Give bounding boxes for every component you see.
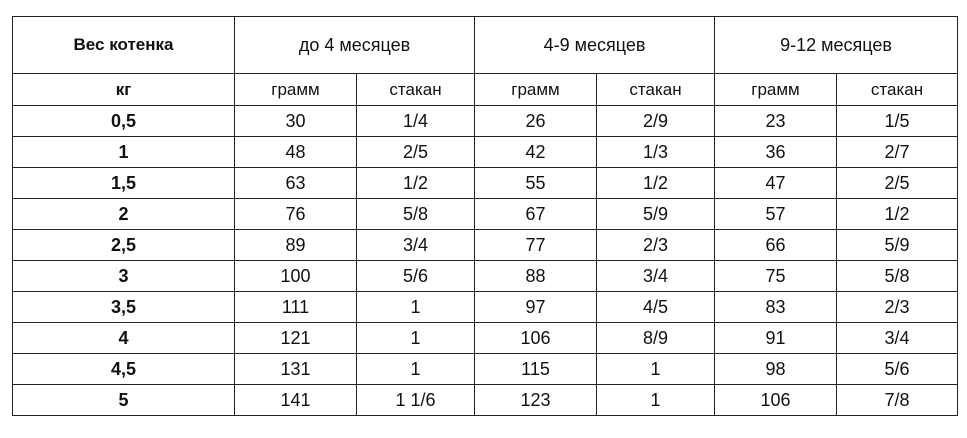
cup-cell: 1/5 [837, 106, 958, 137]
gram-cell: 89 [235, 230, 357, 261]
cup-cell: 2/5 [357, 137, 475, 168]
cup-cell: 3/4 [357, 230, 475, 261]
table-row [13, 137, 958, 168]
gram-cell: 47 [715, 168, 837, 199]
cup-cell: 5/9 [837, 230, 958, 261]
weight-cell: 2,5 [13, 230, 235, 261]
gram-cell: 66 [715, 230, 837, 261]
subheader-cup: стакан [837, 74, 958, 106]
gram-cell: 57 [715, 199, 837, 230]
header-row-units [13, 74, 958, 106]
table-row [13, 230, 958, 261]
gram-cell: 55 [475, 168, 597, 199]
unit-header: кг [13, 74, 235, 106]
cup-cell: 1 [357, 323, 475, 354]
cup-cell: 2/5 [837, 168, 958, 199]
gram-cell: 36 [715, 137, 837, 168]
subheader-gram: грамм [715, 74, 837, 106]
cup-cell: 1 [597, 385, 715, 416]
gram-cell: 91 [715, 323, 837, 354]
gram-cell: 115 [475, 354, 597, 385]
cup-cell: 8/9 [597, 323, 715, 354]
gram-cell: 30 [235, 106, 357, 137]
gram-cell: 111 [235, 292, 357, 323]
gram-cell: 97 [475, 292, 597, 323]
table-row [13, 261, 958, 292]
group-header-0-4: до 4 месяцев [235, 17, 475, 74]
group-header-4-9: 4-9 месяцев [475, 17, 715, 74]
table-row [13, 168, 958, 199]
table-row [13, 292, 958, 323]
weight-cell: 1,5 [13, 168, 235, 199]
cup-cell: 5/8 [837, 261, 958, 292]
weight-cell: 4,5 [13, 354, 235, 385]
subheader-cup: стакан [597, 74, 715, 106]
cup-cell: 3/4 [837, 323, 958, 354]
header-row-groups [13, 17, 958, 74]
group-header-9-12: 9-12 месяцев [715, 17, 958, 74]
cup-cell: 1/2 [357, 168, 475, 199]
gram-cell: 63 [235, 168, 357, 199]
cup-cell: 1 [357, 354, 475, 385]
cup-cell: 2/7 [837, 137, 958, 168]
weight-cell: 4 [13, 323, 235, 354]
gram-cell: 123 [475, 385, 597, 416]
table-body [13, 106, 958, 416]
gram-cell: 83 [715, 292, 837, 323]
weight-cell: 0,5 [13, 106, 235, 137]
cup-cell: 5/8 [357, 199, 475, 230]
gram-cell: 76 [235, 199, 357, 230]
cup-cell: 1/2 [597, 168, 715, 199]
weight-cell: 5 [13, 385, 235, 416]
cup-cell: 1 [597, 354, 715, 385]
gram-cell: 141 [235, 385, 357, 416]
gram-cell: 121 [235, 323, 357, 354]
gram-cell: 26 [475, 106, 597, 137]
cup-cell: 1/3 [597, 137, 715, 168]
subheader-gram: грамм [475, 74, 597, 106]
gram-cell: 77 [475, 230, 597, 261]
gram-cell: 106 [475, 323, 597, 354]
table-row [13, 106, 958, 137]
gram-cell: 67 [475, 199, 597, 230]
gram-cell: 75 [715, 261, 837, 292]
weight-cell: 3,5 [13, 292, 235, 323]
cup-cell: 5/6 [357, 261, 475, 292]
cup-cell: 1/2 [837, 199, 958, 230]
gram-cell: 106 [715, 385, 837, 416]
subheader-gram: грамм [235, 74, 357, 106]
cup-cell: 2/3 [837, 292, 958, 323]
cup-cell: 1 [357, 292, 475, 323]
gram-cell: 131 [235, 354, 357, 385]
gram-cell: 98 [715, 354, 837, 385]
weight-header: Вес котенка [13, 17, 235, 74]
gram-cell: 23 [715, 106, 837, 137]
table-row [13, 199, 958, 230]
subheader-cup: стакан [357, 74, 475, 106]
weight-cell: 2 [13, 199, 235, 230]
cup-cell: 7/8 [837, 385, 958, 416]
cup-cell: 5/6 [837, 354, 958, 385]
cup-cell: 5/9 [597, 199, 715, 230]
cup-cell: 2/9 [597, 106, 715, 137]
cup-cell: 3/4 [597, 261, 715, 292]
cup-cell: 1/4 [357, 106, 475, 137]
cup-cell: 4/5 [597, 292, 715, 323]
table-row [13, 323, 958, 354]
table-row [13, 354, 958, 385]
gram-cell: 88 [475, 261, 597, 292]
gram-cell: 48 [235, 137, 357, 168]
table-row [13, 385, 958, 416]
cup-cell: 1 1/6 [357, 385, 475, 416]
cup-cell: 2/3 [597, 230, 715, 261]
gram-cell: 100 [235, 261, 357, 292]
weight-cell: 3 [13, 261, 235, 292]
weight-cell: 1 [13, 137, 235, 168]
kitten-feeding-table [12, 16, 958, 416]
gram-cell: 42 [475, 137, 597, 168]
